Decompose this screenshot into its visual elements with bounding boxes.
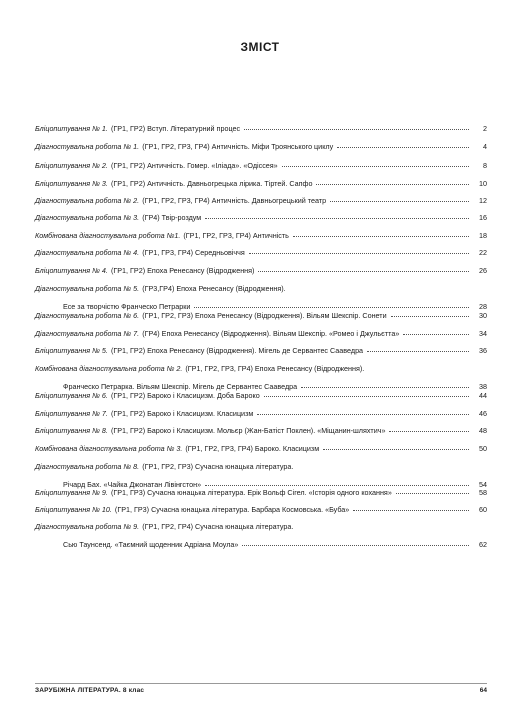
toc-entry-kind: Діагностувальна робота № 6.	[35, 311, 140, 320]
toc-entry-page: 58	[479, 488, 487, 497]
toc-entry-page: 44	[479, 391, 487, 400]
toc-entry-page: 60	[479, 505, 487, 514]
toc-entry-kind: Діагностувальна робота № 2.	[35, 196, 140, 205]
dot-leader	[293, 230, 469, 237]
toc-entry-kind: Бліцопитування № 4.	[35, 266, 108, 275]
toc-entry-page: 2	[483, 124, 487, 133]
toc-entry-text: (ГР1, ГР2, ГР3, ГР4) Античність. Міфи Троянського циклу	[142, 142, 334, 151]
toc-entry-text: (ГР1, ГР2) Епоха Ренесансу (Відродження)	[110, 266, 255, 275]
toc-entry-kind: Бліцопитування № 1.	[35, 124, 108, 133]
toc-entry-text-line2: Річард Бах. «Чайка Джонатан Лівінгстон»	[63, 480, 202, 489]
toc-entry-text: (ГР1, ГР2) Епоха Ренесансу (Відродження). Мігель де Сервантес Сааведра	[110, 346, 364, 355]
toc-entry-kind: Бліцопитування № 8.	[35, 426, 108, 435]
toc-entry-text: (ГР1, ГР2) Бароко і Класицизм. Класицизм	[110, 409, 254, 418]
toc-entry	[35, 161, 487, 170]
toc-entry-page: 16	[479, 213, 487, 222]
toc-entry-text-line2: Франческо Петрарка. Вільям Шекспір. Мігель де Сервантес Сааведра	[63, 382, 298, 391]
toc-entry	[35, 364, 487, 391]
toc-entry-page: 54	[479, 480, 487, 489]
toc-entry-text-line2: Сью Таунсенд. «Таємний щоденник Адріана Моула»	[63, 540, 239, 549]
toc-entry-text: (ГР1, ГР2) Бароко і Класицизм. Доба Бароко	[110, 391, 260, 400]
footer-page-number: 64	[479, 687, 487, 694]
dot-leader	[353, 504, 469, 511]
toc-entry	[35, 231, 487, 240]
toc-entry-text: (ГР1, ГР2, ГР3, ГР4) Бароко. Класицизм	[185, 444, 320, 453]
toc-entry	[35, 426, 487, 435]
dot-leader	[403, 328, 469, 335]
toc-entry-page: 34	[479, 329, 487, 338]
toc-entry	[35, 213, 487, 222]
toc-entry-kind: Комбінована діагностувальна робота № 2.	[35, 364, 183, 373]
toc-entry	[35, 329, 487, 338]
toc-entry	[35, 346, 487, 355]
toc-entry-text: (ГР3,ГР4) Епоха Ренесансу (Відродження).	[142, 284, 286, 293]
toc-entry	[35, 124, 487, 133]
toc-entry-page: 48	[479, 426, 487, 435]
toc-entry-text: (ГР1, ГР3) Сучасна юнацька література. Барбара Космовська. «Буба»	[114, 505, 350, 514]
toc-entry-text: (ГР1, ГР2, ГР3, ГР4) Античність	[183, 231, 289, 240]
dot-leader	[330, 195, 469, 202]
toc-entry-text-line2: Есе за творчістю Франческо Петрарки	[63, 302, 191, 311]
dot-leader	[258, 265, 469, 272]
toc-entry-text: (ГР1, ГР2, ГР3) Епоха Ренесансу (Відродження). Вільям Шекспір. Сонети	[142, 311, 387, 320]
toc-entry-kind: Діагностувальна робота № 3.	[35, 213, 140, 222]
dot-leader	[205, 479, 469, 486]
toc-entry-page: 22	[479, 248, 487, 257]
toc-entry-text: (ГР1, ГР2, ГР3, ГР4) Епоха Ренесансу (Відродження).	[185, 364, 365, 373]
toc-entry-text: (ГР1, ГР3, ГР4) Середньовіччя	[142, 248, 245, 257]
toc-entry-kind: Бліцопитування № 6.	[35, 391, 108, 400]
toc-entry-kind: Комбінована діагностувальна робота № 3.	[35, 444, 183, 453]
toc-entry-kind: Бліцопитування № 7.	[35, 409, 108, 418]
toc-entry-kind: Бліцопитування № 3.	[35, 179, 108, 188]
dot-leader	[389, 425, 469, 432]
toc-entry-page: 30	[479, 311, 487, 320]
toc-entry	[35, 409, 487, 418]
dot-leader	[316, 178, 469, 185]
toc-entry	[35, 522, 487, 549]
toc-entry-kind: Бліцопитування № 5.	[35, 346, 108, 355]
toc-entry-kind: Бліцопитування № 2.	[35, 161, 108, 170]
toc-entry-page: 28	[479, 302, 487, 311]
dot-leader	[301, 381, 469, 388]
dot-leader	[282, 160, 469, 167]
toc-entry-page: 62	[479, 540, 487, 549]
toc-entry	[35, 248, 487, 257]
toc-entry-text: (ГР1, ГР2) Бароко і Класицизм. Мольєр (Жан-Батіст Поклен). «Міщанин-шляхтич»	[110, 426, 386, 435]
toc-entry	[35, 391, 487, 400]
toc-entry	[35, 311, 487, 320]
dot-leader	[337, 141, 469, 148]
toc-entry-page: 10	[479, 179, 487, 188]
toc-entry-page: 26	[479, 266, 487, 275]
footer-divider	[35, 683, 487, 684]
toc-entry-kind: Бліцопитування № 9.	[35, 488, 108, 497]
toc-entry-text: (ГР1, ГР2) Вступ. Літературний процес	[110, 124, 241, 133]
dot-leader	[194, 301, 469, 308]
toc-entry-page: 38	[479, 382, 487, 391]
toc-entry-text: (ГР4) Епоха Ренесансу (Відродження). Вільям Шекспір. «Ромео і Джульєтта»	[142, 329, 400, 338]
toc-entry-page: 36	[479, 346, 487, 355]
toc-entry	[35, 505, 487, 514]
toc-entry-page: 8	[483, 161, 487, 170]
toc-entry-text: (ГР4) Твір-роздум	[142, 213, 202, 222]
toc-entry-text: (ГР1, ГР2, ГР3, ГР4) Античність. Давньогрецький театр	[142, 196, 327, 205]
toc-entry-text: (ГР1, ГР2) Античність. Давньогрецька лірика. Тіртей. Сапфо	[110, 179, 313, 188]
toc-entry-page: 4	[483, 142, 487, 151]
toc-entry-page: 50	[479, 444, 487, 453]
dot-leader	[367, 345, 469, 352]
toc-entry-text: (ГР1, ГР2, ГР3) Сучасна юнацька література.	[142, 462, 294, 471]
dot-leader	[244, 123, 469, 130]
toc-entry-page: 12	[479, 196, 487, 205]
toc-entry	[35, 284, 487, 311]
toc-entry	[35, 179, 487, 188]
dot-leader	[396, 487, 469, 494]
dot-leader	[391, 310, 469, 317]
dot-leader	[264, 390, 469, 397]
toc-entry	[35, 444, 487, 453]
toc-entry-page: 18	[479, 231, 487, 240]
toc-entry	[35, 462, 487, 489]
dot-leader	[249, 247, 469, 254]
toc-entry-text: (ГР1, ГР3) Сучасна юнацька література. Ерік Вольф Сігел. «Історія одного кохання»	[110, 488, 392, 497]
toc-entry-kind: Діагностувальна робота № 9.	[35, 522, 140, 531]
toc-entry-kind: Діагностувальна робота № 7.	[35, 329, 140, 338]
toc-entry	[35, 488, 487, 497]
toc-entry	[35, 142, 487, 151]
dot-leader	[205, 212, 469, 219]
toc-entry	[35, 196, 487, 205]
footer-book-title: ЗАРУБІЖНА ЛІТЕРАТУРА. 8 клас	[35, 687, 145, 694]
toc-entry-page: 46	[479, 409, 487, 418]
dot-leader	[242, 539, 469, 546]
toc-entry-kind: Діагностувальна робота № 5.	[35, 284, 140, 293]
toc-entry-kind: Комбінована діагностувальна робота №1.	[35, 231, 181, 240]
toc-entry-kind: Діагностувальна робота № 8.	[35, 462, 140, 471]
toc-entry-kind: Бліцопитування № 10.	[35, 505, 112, 514]
dot-leader	[257, 408, 469, 415]
toc-entry-kind: Діагностувальна робота № 1.	[35, 142, 140, 151]
dot-leader	[323, 443, 469, 450]
toc-entry-text: (ГР1, ГР2, ГР4) Сучасна юнацька література.	[142, 522, 294, 531]
toc-entry-kind: Діагностувальна робота № 4.	[35, 248, 140, 257]
toc-entry	[35, 266, 487, 275]
toc-entry-text: (ГР1, ГР2) Античність. Гомер. «Іліада». «Одіссея»	[110, 161, 278, 170]
page-title: ЗМІСТ	[240, 40, 280, 54]
